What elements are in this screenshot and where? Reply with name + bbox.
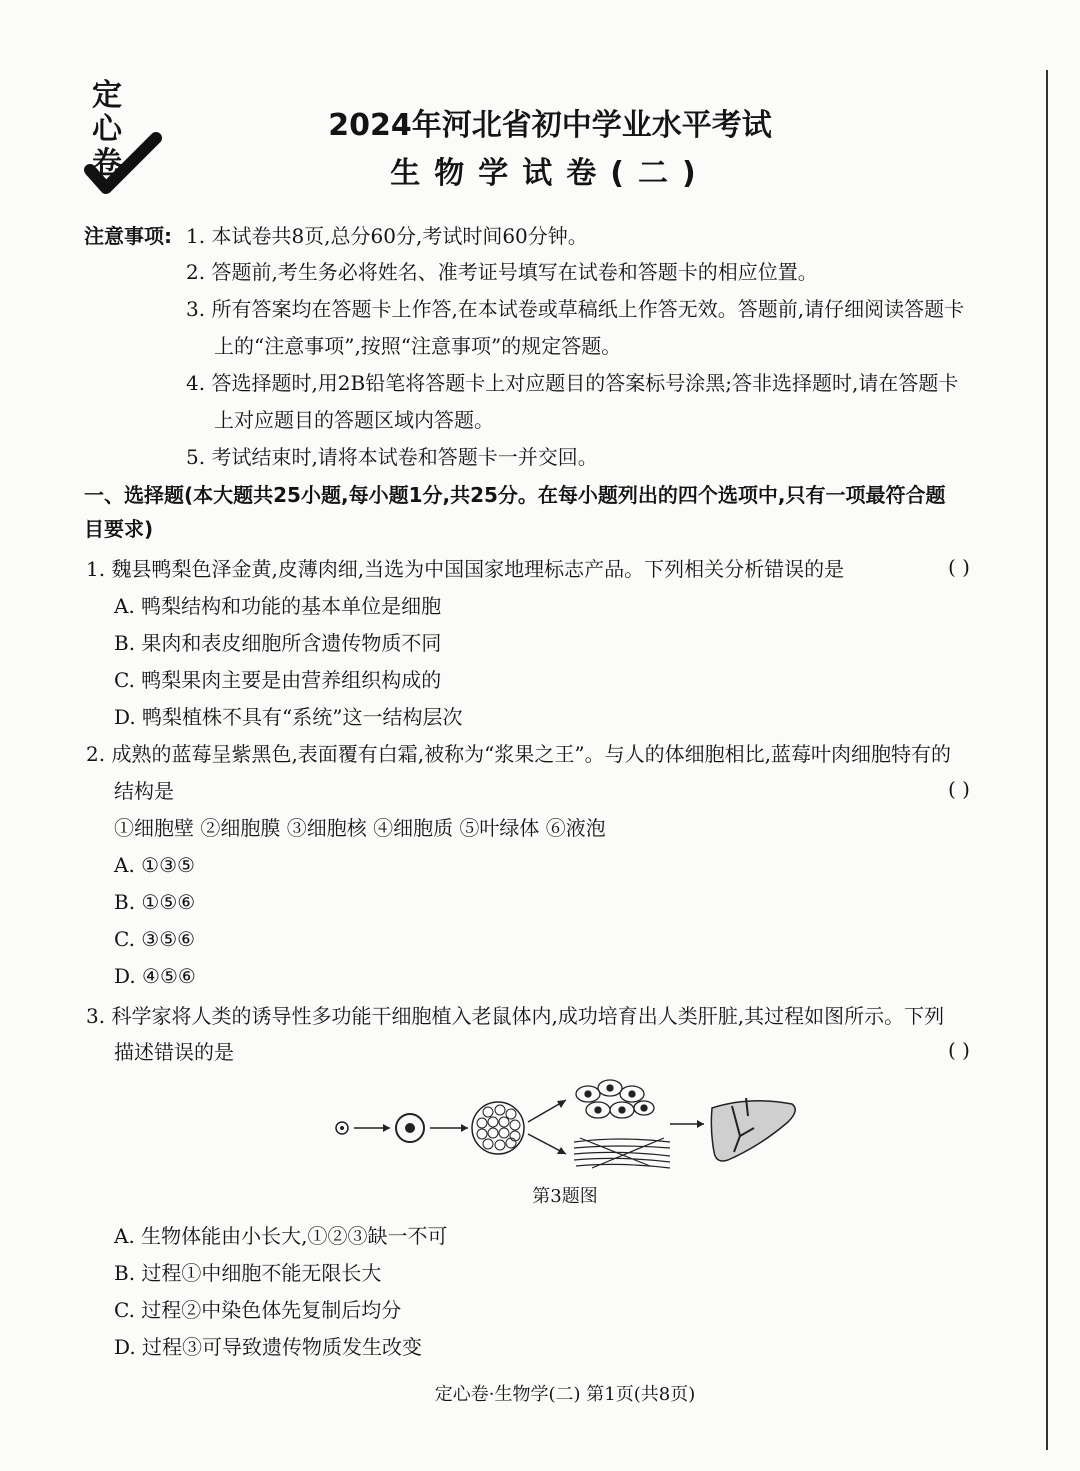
page-subtitle: 生物学试卷(二): [390, 156, 710, 191]
option: C. 鸭梨果肉主要是由营养组织构成的: [114, 668, 442, 692]
tissue-fibers-bottom: [574, 1138, 670, 1168]
notice-label: 注意事项:: [84, 224, 172, 248]
logo-char: 心: [92, 112, 122, 147]
option: A. 鸭梨结构和功能的基本单位是细胞: [114, 594, 442, 618]
option: D. 鸭梨植株不具有“系统”这一结构层次: [114, 705, 463, 729]
question-stem: 3. 科学家将人类的诱导性多功能干细胞植入老鼠体内,成功培育出人类肝脏,其过程如图所示。下列: [86, 1004, 945, 1028]
option: D. 过程③可导致遗传物质发生改变: [114, 1335, 423, 1359]
notice-item: 2. 答题前,考生务必将姓名、准考证号填写在试卷和答题卡的相应位置。: [186, 260, 818, 284]
diagram-svg: [330, 1076, 800, 1176]
option: A. 生物体能由小长大,①②③缺一不可: [114, 1224, 448, 1248]
logo-char: 卷: [92, 146, 122, 181]
question-stem-cont: 描述错误的是: [114, 1040, 234, 1064]
notice-item: 上对应题目的答题区域内答题。: [214, 408, 494, 432]
arrow-head: [461, 1124, 468, 1132]
option: B. 果肉和表皮细胞所含遗传物质不同: [114, 631, 442, 655]
question-stem: 2. 成熟的蓝莓呈紫黑色,表面覆有白霜,被称为“浆果之王”。与人的体细胞相比,蓝莓叶肉细胞特有的: [86, 742, 951, 766]
page-title: 2024年河北省初中学业水平考试: [328, 108, 772, 143]
liver-icon: [711, 1098, 795, 1161]
option: D. ④⑤⑥: [114, 964, 196, 988]
notice-item: 5. 考试结束时,请将本试卷和答题卡一并交回。: [186, 445, 598, 469]
option: C. ③⑤⑥: [114, 927, 196, 951]
question-stem: 1. 魏县鸭梨色泽金黄,皮薄肉细,当选为中国国家地理标志产品。下列相关分析错误的是: [86, 557, 845, 581]
notice-item: 3. 所有答案均在答题卡上作答,在本试卷或草稿纸上作答无效。答题前,请仔细阅读答题卡: [186, 297, 965, 321]
tissue-cells-top: [576, 1080, 654, 1118]
option: B. 过程①中细胞不能无限长大: [114, 1261, 382, 1285]
option: A. ①③⑤: [114, 853, 195, 877]
option: B. ①⑤⑥: [114, 890, 196, 914]
arrow-head: [697, 1120, 704, 1128]
notice-item: 1. 本试卷共8页,总分60分,考试时间60分钟。: [186, 224, 588, 248]
notice-item: 上的“注意事项”,按照“注意事项”的规定答题。: [214, 334, 622, 358]
option: C. 过程②中染色体先复制后均分: [114, 1298, 402, 1322]
cell-cluster: [472, 1102, 524, 1154]
cell-development-diagram: [330, 1076, 800, 1176]
cell-nucleus: [340, 1126, 344, 1130]
page-footer: 定心卷·生物学(二) 第1页(共8页): [434, 1384, 696, 1405]
answer-paren: ( ): [948, 555, 970, 579]
answer-paren: ( ): [948, 777, 970, 801]
answer-paren: ( ): [948, 1038, 970, 1062]
section-heading: 一、选择题(本大题共25小题,每小题1分,共25分。在每小题列出的四个选项中,只有一项最符合题: [84, 483, 946, 507]
notice-item: 4. 答选择题时,用2B铅笔将答题卡上对应题目的答案标号涂黑;答非选择题时,请在答题卡: [186, 371, 959, 395]
arrow-head: [383, 1124, 390, 1132]
structure-list: ①细胞壁 ②细胞膜 ③细胞核 ④细胞质 ⑤叶绿体 ⑥液泡: [114, 816, 606, 840]
question-stem-cont: 结构是: [114, 779, 174, 803]
section-heading-cont: 目要求): [84, 517, 154, 541]
figure-caption: 第3题图: [532, 1186, 598, 1207]
margin-rule: [1046, 70, 1048, 1450]
cell-nucleus: [405, 1123, 415, 1133]
logo-char: 定: [92, 78, 122, 113]
